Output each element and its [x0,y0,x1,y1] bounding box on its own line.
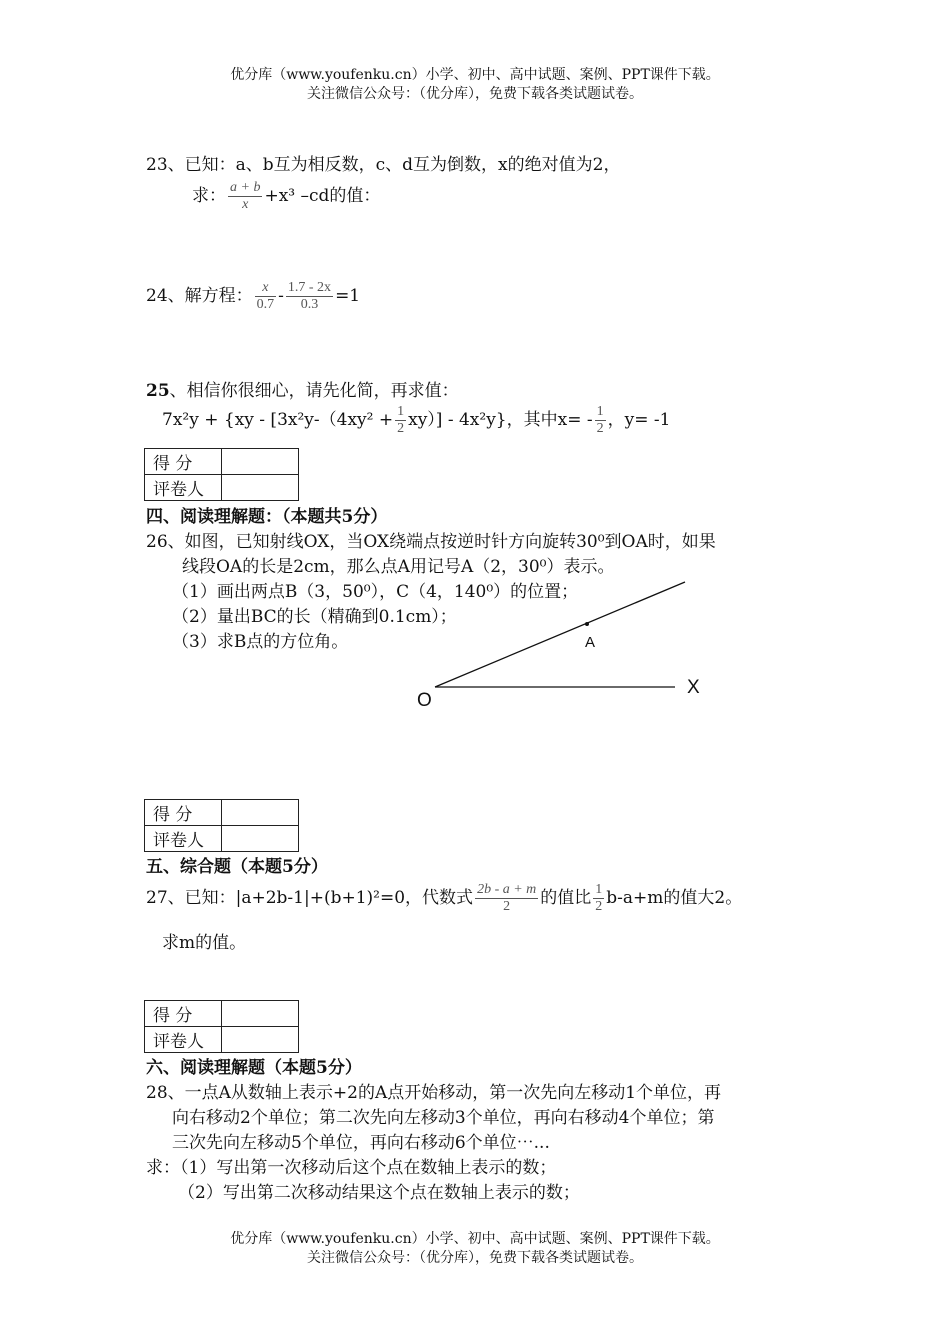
score-label: 得 分 [145,449,222,475]
label-o: O [417,690,432,711]
q23-frac-num: a + b [230,180,261,195]
grader-value-cell[interactable] [222,1027,299,1053]
q24-fraction-2 [286,280,333,313]
q27-half-den: 2 [595,899,603,914]
label-a: A [585,634,596,651]
q27-line-2: 求m的值。 [162,933,247,953]
q24-fraction-1 [255,280,277,313]
q25-x-num: 1 [596,404,604,419]
q24-f2-num: 1.7 - 2x [287,280,332,295]
label-x: X [687,677,700,698]
score-label: 得 分 [145,1001,222,1027]
q27-frac-num: 2b - a + m [477,882,537,897]
q23-expression [192,180,380,213]
grader-label: 评卷人 [145,475,222,501]
grader-label: 评卷人 [145,826,222,852]
q25-expr-a: 7x²y + {xy - [3x²y-（4xy² + [162,410,394,430]
q24-f2-den: 0.3 [300,297,319,312]
q24-f1-den: 0.7 [256,297,275,312]
q27-fraction [475,882,538,915]
q27-half-num: 1 [595,882,603,897]
q25-half-num: 1 [397,404,405,419]
footer-line-1: 优分库（www.youfenku.cn）小学、初中、高中试题、案例、PPT课件下载。 [230,1231,720,1247]
q25-half-den: 2 [397,421,405,436]
q27-frac-den: 2 [503,899,511,914]
q27-part-b: 的值比 [540,888,592,908]
grader-value-cell[interactable] [222,475,299,501]
q27-part-c: b-a+m的值大2。 [606,888,743,908]
score-table-3 [144,1000,299,1053]
footer-line-2: 关注微信公众号：（优分库），免费下载各类试题试卷。 [307,1250,643,1266]
q26-line-1: 26、如图，已知射线OX，当OX绕端点按逆时针方向旋转30⁰到OA时，如果 [146,532,716,552]
q25-expression [162,404,670,437]
section-6-title: 六、阅读理解题（本题5分） [146,1058,362,1078]
q25-expr-b: xy）] - 4x²y}，其中x= - [408,410,593,430]
header-line-1: 优分库（www.youfenku.cn）小学、初中、高中试题、案例、PPT课件下载。 [230,67,720,83]
q28-ask-1: 求：（1）写出第一次移动后这个点在数轴上表示的数； [146,1158,557,1178]
q24-minus: - [278,286,284,306]
q28-line-3: 三次先向左移动5个单位，再向右移动6个单位⋯... [172,1133,550,1153]
section-4-title: 四、阅读理解题：（本题共5分） [146,507,388,527]
q26-sub-2: （2）量出BC的长（精确到0.1cm）； [172,607,457,627]
q24-label: 24、解方程： [146,286,253,306]
q26-sub-1: （1）画出两点B（3，50⁰），C（4，140⁰）的位置； [172,582,579,602]
point-a [585,622,589,626]
q25-x-den: 2 [596,421,604,436]
q23-ask: 求： [192,186,226,206]
q24-equation [146,280,360,313]
q23-tail: +x³ –cd的值： [264,186,381,206]
q27-statement [146,882,742,915]
q26-sub-3: （3）求B点的方位角。 [172,632,349,652]
q25-text: 、相信你很细心，请先化简，再求值： [169,381,459,401]
q23-statement: 23、已知：a、b互为相反数，c、d互为倒数，x的绝对值为2， [146,155,621,175]
q28-line-1: 28、一点A从数轴上表示+2的A点开始移动，第一次先向左移动1个单位，再 [146,1083,722,1103]
score-value-cell[interactable] [222,449,299,475]
q24-tail: =1 [335,286,361,306]
q25-x-fraction [595,404,606,437]
q25-statement [146,376,459,401]
ray-oa [435,582,685,687]
score-value-cell[interactable] [222,1001,299,1027]
q28-line-2: 向右移动2个单位；第二次先向左移动3个单位，再向右移动4个单位；第 [172,1108,715,1128]
grader-value-cell[interactable] [222,826,299,852]
header-line-2: 关注微信公众号：（优分库），免费下载各类试题试卷。 [307,86,643,102]
q25-number: 25 [146,381,170,401]
score-value-cell[interactable] [222,800,299,826]
q27-part-a: 27、已知：|a+2b-1|+(b+1)²=0，代数式 [146,888,474,908]
q23-frac-den: x [242,197,249,212]
q25-expr-c: ，y= -1 [607,410,671,430]
q27-half-fraction [593,882,604,915]
q24-f1-num: x [255,280,277,297]
score-table-1 [144,448,299,501]
q23-fraction [228,180,262,213]
score-table-2 [144,799,299,852]
grader-label: 评卷人 [145,1027,222,1053]
q28-ask-2: （2）写出第二次移动结果这个点在数轴上表示的数； [178,1183,580,1203]
q26-line-2: 线段OA的长是2cm，那么点A用记号A（2，30⁰）表示。 [182,557,615,577]
section-5-title: 五、综合题（本题5分） [146,857,328,877]
ray-diagram [400,570,720,720]
q25-half-fraction [395,404,406,437]
score-label: 得 分 [145,800,222,826]
